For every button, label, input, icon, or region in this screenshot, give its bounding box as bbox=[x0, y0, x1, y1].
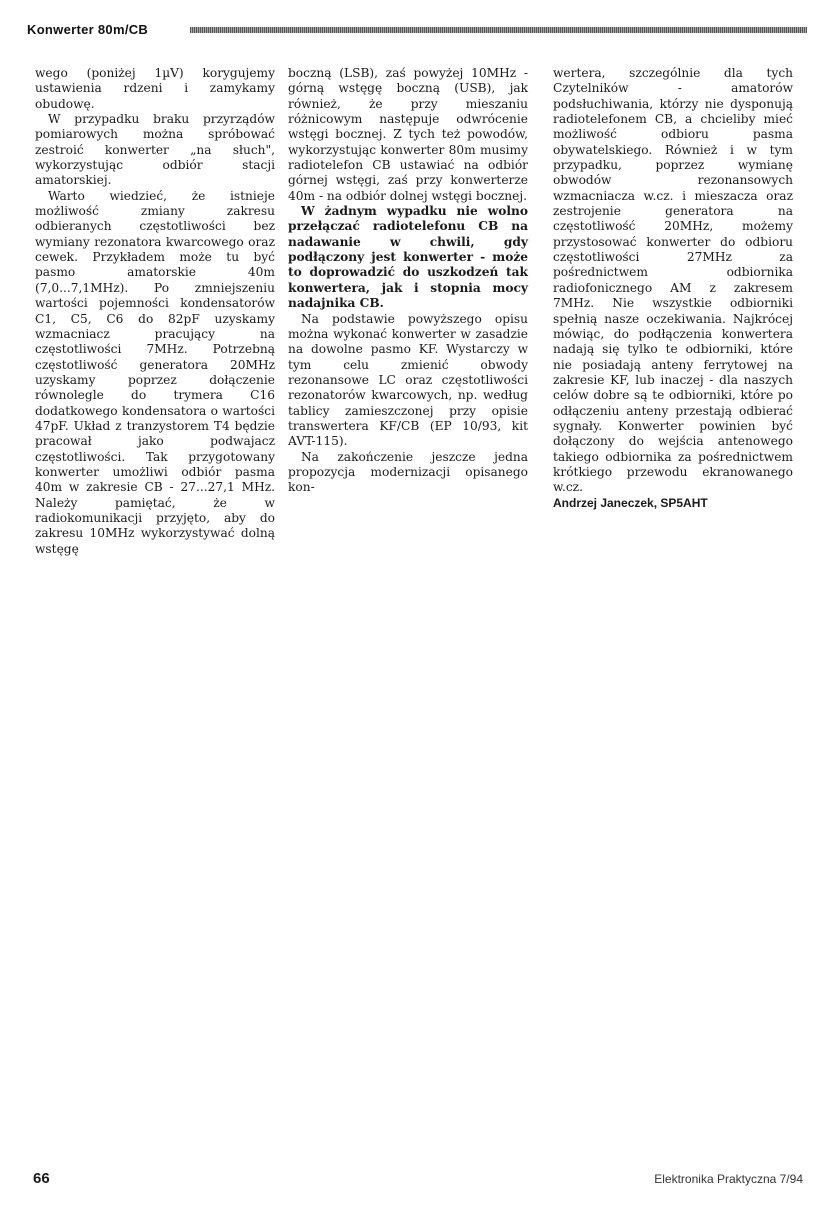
paragraph: Na zakończenie jeszcze jedna propozycja modernizacji opisanego kon- bbox=[288, 449, 528, 495]
running-header bbox=[27, 22, 807, 40]
author-signature: Andrzej Janeczek, SP5AHT bbox=[553, 495, 708, 510]
header-rule bbox=[190, 27, 807, 33]
paragraph: wego (poniżej 1µV) korygujemy ustawienia rdzeni i zamykamy obudowę. bbox=[35, 66, 275, 111]
magazine-issue: Elektronika Praktyczna 7/94 bbox=[654, 1172, 803, 1186]
text-column-1 bbox=[35, 66, 275, 557]
paragraph: wertera, szczególnie dla tych Czytelników - amatorów podsłuchiwania, którzy nie dysponują radiotelefonem CB, a chcieliby mieć możliwość odbioru pasma obywatelskiego. Również i w tym przypadku, poprzez wymianę obwodów rezonansowych wzmacniacza w.cz. i mieszacza oraz zestrojenie generatora na częstotliwość 20MHz, możemy przystosować konwerter do odbioru częstotliwości 27MHz za pośrednictwem odbiornika radiofonicznego AM z zakresem 7MHz. Nie wszystkie odbiorniki spełnią nasze oczekiwania. Najkrócej mówiąc, do podłączenia konwertera nadają się tylko te odbiorniki, które nie posiadają anteny ferrytowej na zakresie KF, lub inaczej - dla naszych celów dobre są te odbiorniki, które po odłączeniu anteny przestają odbierać sygnały. Konwerter powinien być dołączony do wejścia antenowego takiego odbiornika za pośrednictwem krótkiego przewodu ekranowanego w.cz. bbox=[553, 66, 793, 495]
paragraph: boczną (LSB), zaś powyżej 10MHz - górną wstęgę boczną (USB), jak również, że przy mieszaniu różnicowym następuje odwrócenie wstęgi bocznej. Z tych też powodów, wykorzystując konwerter 80m musimy radiotelefon CB ustawiać na odbiór górnej wstęgi, zaś przy konwerterze 40m - na odbiór dolnej wstęgi bocznej. bbox=[288, 66, 528, 203]
text-column-2 bbox=[288, 66, 528, 496]
paragraph: Na podstawie powyższego opisu można wykonać konwerter w zasadzie na dowolne pasmo KF. Wystarczy w tym celu zmienić obwody rezonansowe LC oraz częstotliwości rezonatorów kwarcowych, np. według tablicy zamieszczonej przy opisie transwertera KF/CB (EP 10/93, kit AVT-115). bbox=[288, 311, 528, 449]
text-column-3 bbox=[553, 66, 793, 511]
paragraph: W przypadku braku przyrządów pomiarowych można spróbować zestroić konwerter „na słuch", wykorzystując odbiór stacji amatorskiej. bbox=[35, 112, 275, 188]
paragraph: Warto wiedzieć, że istnieje możliwość zmiany zakresu odbieranych częstotliwości bez wymiany rezonatora kwarcowego oraz cewek. Przykładem może tu być pasmo amatorskie 40m (7,0...7,1MHz). Po zmniejszeniu wartości pojemności kondensatorów C1, C5, C6 do 82pF uzyskamy wzmacniacz pracujący na częstotliwości 7MHz. Potrzebną częstotliwość generatora 20MHz uzyskamy poprzez dołączenie równolegle do trymera C16 dodatkowego kondensatora o wartości 47pF. Układ z tranzystorem T4 będzie pracował jako podwajacz częstotliwości. Tak przygotowany konwerter umożliwi odbiór pasma 40m w zakresie CB - 27...27,1 MHz. Należy pamiętać, że w radiokomunikacji przyjęto, aby do zakresu 10MHz wykorzystywać dolną wstęgę bbox=[35, 188, 275, 556]
article-title: Konwerter 80m/CB bbox=[27, 22, 149, 37]
warning-paragraph: W żadnym wypadku nie wolno przełączać radiotelefonu CB na nadawanie w chwili, gdy podłączony jest konwerter - może to doprowadzić do uszkodzeń tak konwertera, jak i stopnia mocy nadajnika CB. bbox=[288, 204, 528, 311]
page-number: 66 bbox=[33, 1170, 50, 1187]
